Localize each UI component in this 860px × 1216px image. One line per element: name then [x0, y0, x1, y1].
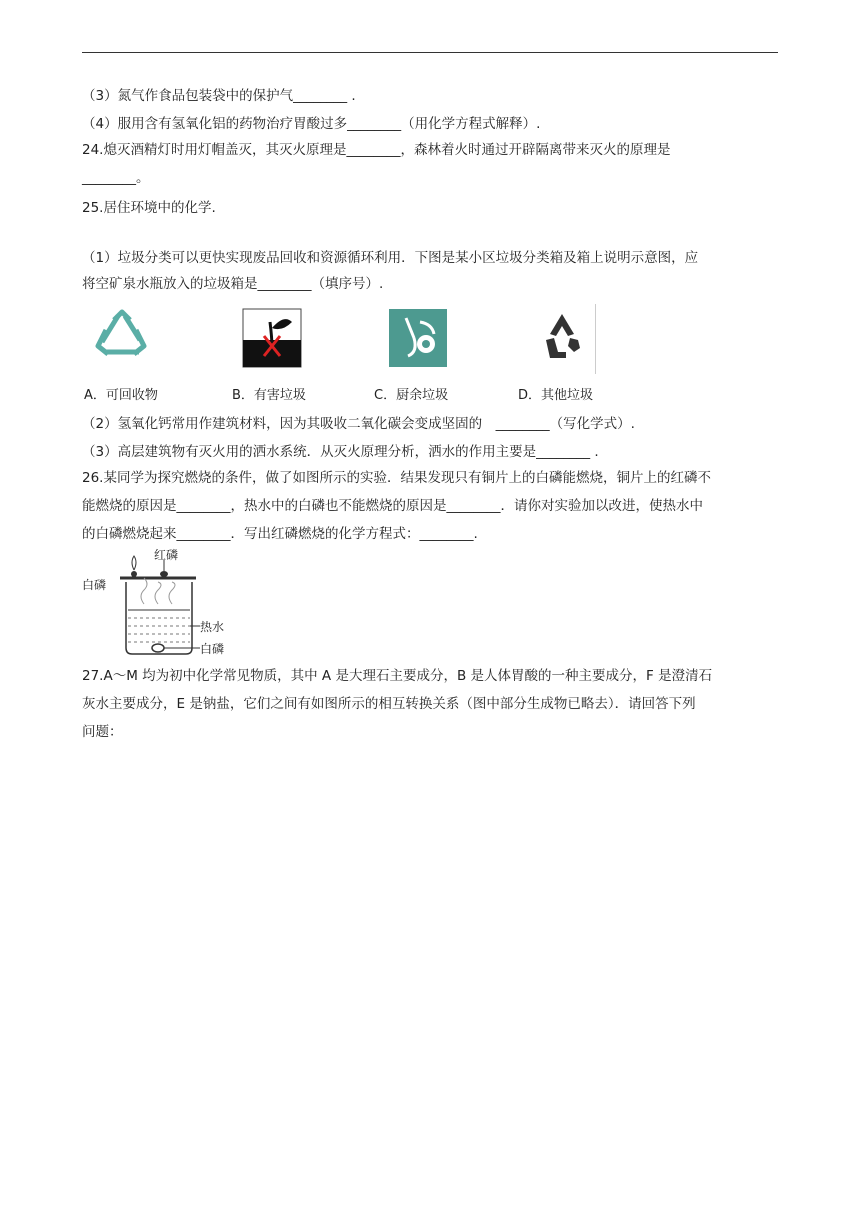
q23-4: （4）服用含有氢氧化铝的药物治疗胃酸过多________（用化学方程式解释）.	[82, 116, 541, 132]
hot-water-label: 热水	[200, 620, 225, 634]
bin-b-caption: B．有害垃圾	[232, 388, 306, 403]
bin-d-caption: D．其他垃圾	[518, 388, 594, 403]
q26-line3: 的白磷燃烧起来________．写出红磷燃烧的化学方程式：________.	[82, 526, 478, 542]
bin-a-caption: A．可回收物	[84, 388, 158, 403]
combustion-experiment-diagram	[78, 548, 228, 658]
q25-1-line1: （1）垃圾分类可以更快实现废品回收和资源循环利用．下图是某小区垃圾分类箱及箱上说明示意图，应	[82, 250, 699, 266]
q25-1-line2: 将空矿泉水瓶放入的垃圾箱是________（填序号）.	[82, 276, 384, 292]
hazardous-waste-icon	[242, 308, 302, 368]
q24-line2: ________。	[82, 170, 150, 186]
q26-line2: 能燃烧的原因是________，热水中的白磷也不能燃烧的原因是________．请你对实验加以改进，使热水中	[82, 498, 703, 514]
other-waste-icon	[532, 308, 592, 368]
kitchen-waste-icon	[388, 308, 448, 368]
bin-icons-row	[82, 308, 602, 378]
white-phosphorus-bottom-label: 白磷	[200, 642, 225, 656]
q27-line3: 问题：	[82, 724, 123, 740]
q27-line1: 27.A～M 均为初中化学常见物质，其中 A 是大理石主要成分，B 是人体胃酸的一种主要成分，F 是澄清石	[82, 668, 713, 684]
white-phosphorus-top-label: 白磷	[82, 578, 107, 592]
bin-c-caption: C．厨余垃圾	[374, 388, 449, 403]
q23-3: （3）氮气作食品包装袋中的保护气________ .	[82, 88, 356, 104]
q24-line1: 24.熄灭酒精灯时用灯帽盖灭，其灭火原理是________，森林着火时通过开辟隔离带来灭火的原理是	[82, 142, 671, 158]
q25-3: （3）高层建筑物有灭火用的洒水系统．从灭火原理分析，洒水的作用主要是________ .	[82, 444, 599, 460]
q25-2: （2）氢氧化钙常用作建筑材料，因为其吸收二氧化碳会变成坚固的 ________（写化学式）.	[82, 416, 635, 432]
q26-line1: 26.某同学为探究燃烧的条件，做了如图所示的实验．结果发现只有铜片上的白磷能燃烧，铜片上的红磷不	[82, 470, 711, 486]
header-rule	[82, 52, 778, 53]
q27-line2: 灰水主要成分，E 是钠盐，它们之间有如图所示的相互转换关系（图中部分生成物已略去）．请回答下列	[82, 696, 696, 712]
image-border	[595, 304, 596, 374]
q25-title: 25.居住环境中的化学.	[82, 200, 216, 216]
recycle-icon	[92, 308, 152, 368]
red-phosphorus-label: 红磷	[154, 548, 179, 562]
